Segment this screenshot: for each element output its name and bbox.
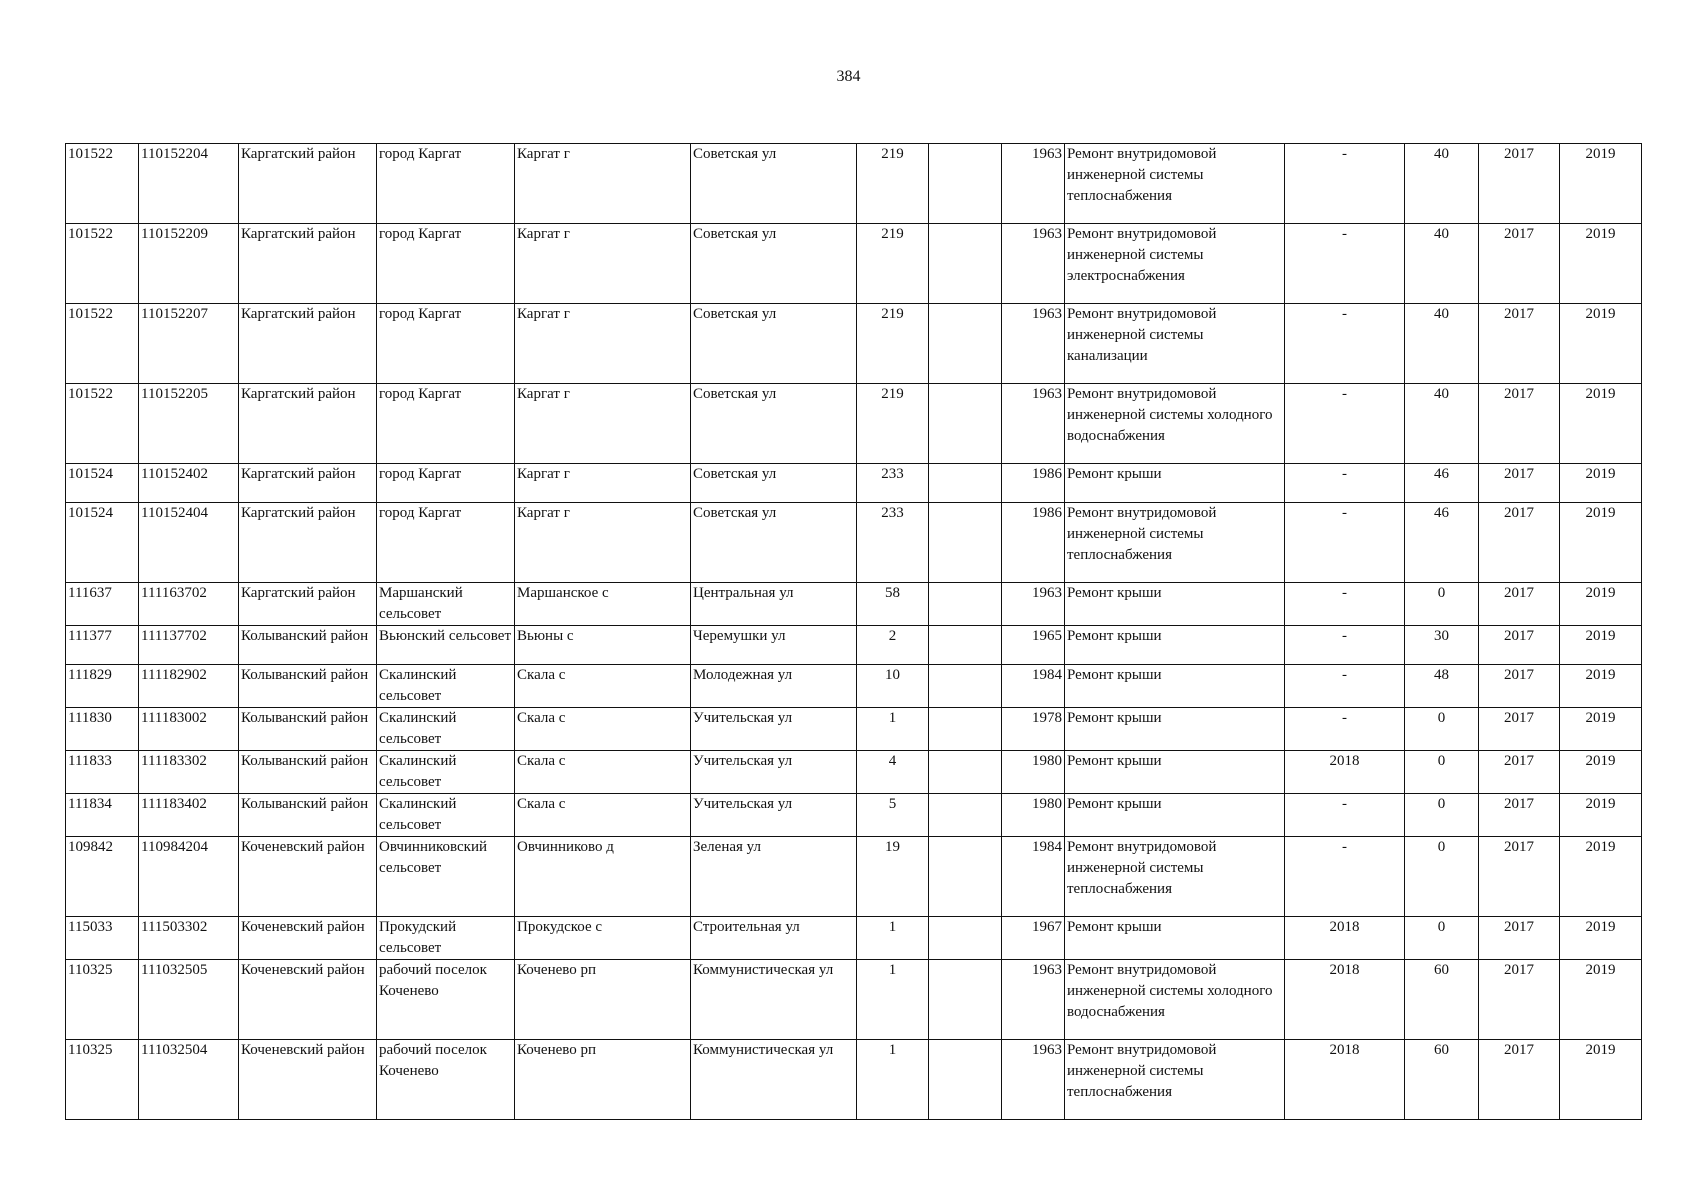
house-id-cell: 110325 [66,1040,139,1120]
wear-cell: 30 [1405,626,1479,665]
street-cell: Черемушки ул [691,626,857,665]
building-cell [929,384,1002,464]
building-cell [929,626,1002,665]
locality-cell: Скала с [515,751,691,794]
table-row [66,960,1642,1040]
year-built-cell: 1984 [1002,837,1065,917]
house-number-cell: 1 [857,708,929,751]
municipality-cell: Скалинский сельсовет [377,708,515,751]
municipality-cell: Овчинниковский сельсовет [377,837,515,917]
end-year-cell: 2019 [1560,665,1642,708]
house-id-cell: 101522 [66,384,139,464]
municipality-cell: Скалинский сельсовет [377,665,515,708]
work-type-cell: Ремонт крыши [1065,708,1285,751]
prior-year-cell: - [1285,464,1405,503]
locality-cell: Прокудское с [515,917,691,960]
prior-year-cell: - [1285,665,1405,708]
street-cell: Учительская ул [691,751,857,794]
wear-cell: 0 [1405,794,1479,837]
work-id-cell: 110984204 [139,837,239,917]
work-type-cell: Ремонт внутридомовой инженерной системы теплоснабжения [1065,837,1285,917]
district-cell: Каргатский район [239,464,377,503]
locality-cell: Каргат г [515,144,691,224]
locality-cell: Скала с [515,794,691,837]
end-year-cell: 2019 [1560,837,1642,917]
municipality-cell: город Каргат [377,464,515,503]
district-cell: Каргатский район [239,503,377,583]
start-year-cell: 2017 [1479,224,1560,304]
district-cell: Каргатский район [239,304,377,384]
street-cell: Советская ул [691,304,857,384]
start-year-cell: 2017 [1479,384,1560,464]
work-type-cell: Ремонт внутридомовой инженерной системы холодного водоснабжения [1065,384,1285,464]
district-cell: Каргатский район [239,583,377,626]
locality-cell: Коченево рп [515,1040,691,1120]
start-year-cell: 2017 [1479,917,1560,960]
wear-cell: 0 [1405,583,1479,626]
work-id-cell: 111163702 [139,583,239,626]
wear-cell: 60 [1405,960,1479,1040]
house-number-cell: 10 [857,665,929,708]
house-number-cell: 233 [857,464,929,503]
locality-cell: Каргат г [515,464,691,503]
wear-cell: 0 [1405,751,1479,794]
table-body [66,144,1642,1120]
prior-year-cell: 2018 [1285,1040,1405,1120]
table-row [66,1040,1642,1120]
wear-cell: 40 [1405,384,1479,464]
year-built-cell: 1965 [1002,626,1065,665]
house-id-cell: 111829 [66,665,139,708]
table-row [66,794,1642,837]
street-cell: Советская ул [691,144,857,224]
work-type-cell: Ремонт крыши [1065,464,1285,503]
district-cell: Каргатский район [239,224,377,304]
house-id-cell: 110325 [66,960,139,1040]
end-year-cell: 2019 [1560,224,1642,304]
building-cell [929,751,1002,794]
start-year-cell: 2017 [1479,144,1560,224]
start-year-cell: 2017 [1479,1040,1560,1120]
district-cell: Колыванский район [239,751,377,794]
municipality-cell: Вьюнский сельсовет [377,626,515,665]
house-id-cell: 111830 [66,708,139,751]
wear-cell: 46 [1405,464,1479,503]
house-id-cell: 101524 [66,503,139,583]
locality-cell: Каргат г [515,224,691,304]
locality-cell: Скала с [515,708,691,751]
year-built-cell: 1978 [1002,708,1065,751]
district-cell: Колыванский район [239,708,377,751]
table-row [66,583,1642,626]
street-cell: Советская ул [691,503,857,583]
year-built-cell: 1967 [1002,917,1065,960]
start-year-cell: 2017 [1479,794,1560,837]
wear-cell: 0 [1405,917,1479,960]
work-id-cell: 110152205 [139,384,239,464]
work-id-cell: 111137702 [139,626,239,665]
start-year-cell: 2017 [1479,708,1560,751]
house-id-cell: 111637 [66,583,139,626]
house-id-cell: 111377 [66,626,139,665]
work-type-cell: Ремонт внутридомовой инженерной системы теплоснабжения [1065,144,1285,224]
house-number-cell: 4 [857,751,929,794]
building-cell [929,304,1002,384]
municipality-cell: Скалинский сельсовет [377,794,515,837]
end-year-cell: 2019 [1560,384,1642,464]
year-built-cell: 1986 [1002,464,1065,503]
end-year-cell: 2019 [1560,794,1642,837]
work-id-cell: 110152404 [139,503,239,583]
work-type-cell: Ремонт крыши [1065,626,1285,665]
end-year-cell: 2019 [1560,144,1642,224]
work-type-cell: Ремонт крыши [1065,917,1285,960]
district-cell: Каргатский район [239,384,377,464]
year-built-cell: 1963 [1002,304,1065,384]
house-id-cell: 109842 [66,837,139,917]
prior-year-cell: - [1285,583,1405,626]
prior-year-cell: - [1285,626,1405,665]
end-year-cell: 2019 [1560,304,1642,384]
prior-year-cell: 2018 [1285,960,1405,1040]
district-cell: Коченевский район [239,837,377,917]
year-built-cell: 1963 [1002,144,1065,224]
district-cell: Колыванский район [239,665,377,708]
start-year-cell: 2017 [1479,960,1560,1040]
house-id-cell: 101522 [66,304,139,384]
year-built-cell: 1986 [1002,503,1065,583]
district-cell: Колыванский район [239,626,377,665]
municipality-cell: рабочий поселок Коченево [377,960,515,1040]
district-cell: Колыванский район [239,794,377,837]
work-id-cell: 110152209 [139,224,239,304]
building-cell [929,224,1002,304]
work-type-cell: Ремонт крыши [1065,794,1285,837]
registry-table [65,143,1642,1120]
street-cell: Советская ул [691,384,857,464]
house-number-cell: 219 [857,304,929,384]
end-year-cell: 2019 [1560,464,1642,503]
municipality-cell: Прокудский сельсовет [377,917,515,960]
year-built-cell: 1963 [1002,1040,1065,1120]
prior-year-cell: - [1285,837,1405,917]
municipality-cell: город Каргат [377,224,515,304]
year-built-cell: 1984 [1002,665,1065,708]
start-year-cell: 2017 [1479,751,1560,794]
wear-cell: 40 [1405,144,1479,224]
year-built-cell: 1963 [1002,224,1065,304]
end-year-cell: 2019 [1560,960,1642,1040]
work-id-cell: 110152402 [139,464,239,503]
house-number-cell: 1 [857,917,929,960]
table-row [66,751,1642,794]
work-type-cell: Ремонт внутридомовой инженерной системы холодного водоснабжения [1065,960,1285,1040]
work-id-cell: 111183402 [139,794,239,837]
work-id-cell: 111503302 [139,917,239,960]
table-row [66,837,1642,917]
end-year-cell: 2019 [1560,708,1642,751]
work-type-cell: Ремонт крыши [1065,665,1285,708]
prior-year-cell: - [1285,384,1405,464]
wear-cell: 46 [1405,503,1479,583]
prior-year-cell: - [1285,708,1405,751]
building-cell [929,917,1002,960]
year-built-cell: 1963 [1002,960,1065,1040]
table-row [66,224,1642,304]
house-number-cell: 233 [857,503,929,583]
work-type-cell: Ремонт внутридомовой инженерной системы электроснабжения [1065,224,1285,304]
end-year-cell: 2019 [1560,503,1642,583]
table-row [66,503,1642,583]
work-type-cell: Ремонт внутридомовой инженерной системы канализации [1065,304,1285,384]
house-id-cell: 101524 [66,464,139,503]
house-id-cell: 111833 [66,751,139,794]
street-cell: Строительная ул [691,917,857,960]
table-row [66,708,1642,751]
prior-year-cell: - [1285,224,1405,304]
locality-cell: Маршанское с [515,583,691,626]
locality-cell: Каргат г [515,503,691,583]
building-cell [929,665,1002,708]
end-year-cell: 2019 [1560,626,1642,665]
table-row [66,464,1642,503]
work-type-cell: Ремонт крыши [1065,583,1285,626]
start-year-cell: 2017 [1479,665,1560,708]
street-cell: Советская ул [691,224,857,304]
house-number-cell: 1 [857,1040,929,1120]
locality-cell: Скала с [515,665,691,708]
district-cell: Каргатский район [239,144,377,224]
house-number-cell: 219 [857,384,929,464]
start-year-cell: 2017 [1479,583,1560,626]
locality-cell: Каргат г [515,304,691,384]
year-built-cell: 1963 [1002,384,1065,464]
municipality-cell: Скалинский сельсовет [377,751,515,794]
house-id-cell: 111834 [66,794,139,837]
building-cell [929,960,1002,1040]
table-row [66,626,1642,665]
end-year-cell: 2019 [1560,583,1642,626]
district-cell: Коченевский район [239,917,377,960]
municipality-cell: город Каргат [377,304,515,384]
work-id-cell: 111183002 [139,708,239,751]
locality-cell: Коченево рп [515,960,691,1040]
start-year-cell: 2017 [1479,304,1560,384]
work-id-cell: 111183302 [139,751,239,794]
house-id-cell: 101522 [66,144,139,224]
municipality-cell: город Каргат [377,503,515,583]
wear-cell: 40 [1405,304,1479,384]
prior-year-cell: 2018 [1285,917,1405,960]
prior-year-cell: 2018 [1285,751,1405,794]
locality-cell: Овчинниково д [515,837,691,917]
house-number-cell: 219 [857,224,929,304]
prior-year-cell: - [1285,304,1405,384]
start-year-cell: 2017 [1479,503,1560,583]
wear-cell: 0 [1405,708,1479,751]
work-id-cell: 111182902 [139,665,239,708]
work-type-cell: Ремонт крыши [1065,751,1285,794]
work-type-cell: Ремонт внутридомовой инженерной системы теплоснабжения [1065,503,1285,583]
wear-cell: 48 [1405,665,1479,708]
prior-year-cell: - [1285,144,1405,224]
year-built-cell: 1980 [1002,794,1065,837]
prior-year-cell: - [1285,794,1405,837]
district-cell: Коченевский район [239,960,377,1040]
work-id-cell: 111032505 [139,960,239,1040]
table-row [66,304,1642,384]
house-number-cell: 219 [857,144,929,224]
building-cell [929,794,1002,837]
municipality-cell: город Каргат [377,384,515,464]
locality-cell: Вьюны с [515,626,691,665]
building-cell [929,1040,1002,1120]
start-year-cell: 2017 [1479,837,1560,917]
house-number-cell: 19 [857,837,929,917]
end-year-cell: 2019 [1560,751,1642,794]
street-cell: Учительская ул [691,708,857,751]
district-cell: Коченевский район [239,1040,377,1120]
house-id-cell: 115033 [66,917,139,960]
work-id-cell: 111032504 [139,1040,239,1120]
work-id-cell: 110152204 [139,144,239,224]
street-cell: Зеленая ул [691,837,857,917]
street-cell: Коммунистическая ул [691,1040,857,1120]
year-built-cell: 1980 [1002,751,1065,794]
building-cell [929,464,1002,503]
street-cell: Центральная ул [691,583,857,626]
table-row [66,144,1642,224]
building-cell [929,503,1002,583]
street-cell: Молодежная ул [691,665,857,708]
wear-cell: 40 [1405,224,1479,304]
municipality-cell: Маршанский сельсовет [377,583,515,626]
end-year-cell: 2019 [1560,917,1642,960]
table-row [66,917,1642,960]
year-built-cell: 1963 [1002,583,1065,626]
street-cell: Советская ул [691,464,857,503]
prior-year-cell: - [1285,503,1405,583]
street-cell: Учительская ул [691,794,857,837]
house-id-cell: 101522 [66,224,139,304]
wear-cell: 0 [1405,837,1479,917]
start-year-cell: 2017 [1479,626,1560,665]
wear-cell: 60 [1405,1040,1479,1120]
house-number-cell: 5 [857,794,929,837]
table-row [66,665,1642,708]
start-year-cell: 2017 [1479,464,1560,503]
end-year-cell: 2019 [1560,1040,1642,1120]
house-number-cell: 58 [857,583,929,626]
table-row [66,384,1642,464]
work-id-cell: 110152207 [139,304,239,384]
building-cell [929,144,1002,224]
locality-cell: Каргат г [515,384,691,464]
work-type-cell: Ремонт внутридомовой инженерной системы теплоснабжения [1065,1040,1285,1120]
building-cell [929,837,1002,917]
street-cell: Коммунистическая ул [691,960,857,1040]
building-cell [929,583,1002,626]
municipality-cell: город Каргат [377,144,515,224]
page-number: 384 [836,68,861,85]
building-cell [929,708,1002,751]
house-number-cell: 1 [857,960,929,1040]
municipality-cell: рабочий поселок Коченево [377,1040,515,1120]
house-number-cell: 2 [857,626,929,665]
